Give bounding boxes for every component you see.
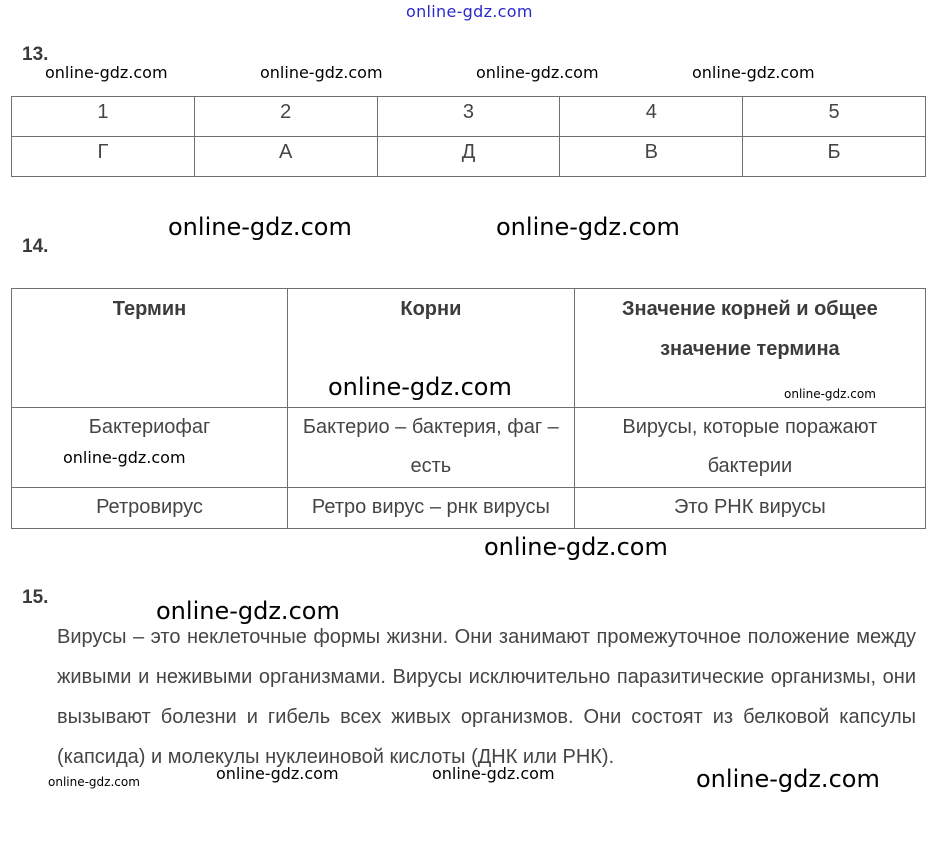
table-header-cell: 4 [560,97,743,137]
table-row [12,137,926,177]
watermark: online-gdz.com [168,213,352,241]
watermark: online-gdz.com [476,63,599,82]
task13-table [11,96,926,177]
table-header-cell: Термин [12,289,288,408]
table-cell: Б [743,137,926,177]
table-header-cell: Корни [287,289,574,408]
header-watermark: online-gdz.com [406,2,533,21]
table-cell: В [560,137,743,177]
table-header-cell: 1 [12,97,195,137]
watermark: online-gdz.com [45,63,168,82]
table-cell: Бактерио – бактерия, фаг – есть [287,408,574,488]
watermark: online-gdz.com [156,597,340,625]
watermark: online-gdz.com [63,448,186,467]
task15-number: 15. [22,587,49,608]
table-row [12,97,926,137]
table-row [12,488,926,529]
task14-number: 14. [22,236,49,257]
watermark: online-gdz.com [692,63,815,82]
table-header-cell: 2 [194,97,377,137]
watermark: online-gdz.com [484,533,668,561]
table-header-cell: 3 [377,97,560,137]
watermark: online-gdz.com [328,373,512,401]
watermark: online-gdz.com [48,775,140,789]
table-cell: Ретро вирус – рнк вирусы [287,488,574,529]
table-cell: Вирусы, которые поражают бактерии [574,408,925,488]
task14-table [11,288,926,529]
task13-number: 13. [22,44,49,65]
watermark: online-gdz.com [260,63,383,82]
table-header-cell: Значение корней и общее значение термина [574,289,925,408]
table-cell: Бактериофаг [12,408,288,488]
table-cell: Ретровирус [12,488,288,529]
watermark: online-gdz.com [216,764,339,783]
table-cell: Это РНК вирусы [574,488,925,529]
watermark: online-gdz.com [784,387,876,401]
table-cell: А [194,137,377,177]
table-cell: Г [12,137,195,177]
watermark: online-gdz.com [496,213,680,241]
task15-paragraph: Вирусы – это неклеточные формы жизни. Они занимают промежуточное положение между живыми и неживыми организмами. Вирусы исключительно паразитические организмы, они вызывают болезни и гибель всех живых организмов. Они состоят из белковой капсулы (капсида) и молекулы нуклеиновой кислоты (ДНК или РНК). [57,626,916,768]
watermark: online-gdz.com [432,764,555,783]
table-header-cell: 5 [743,97,926,137]
watermark: online-gdz.com [696,765,880,793]
table-cell: Д [377,137,560,177]
